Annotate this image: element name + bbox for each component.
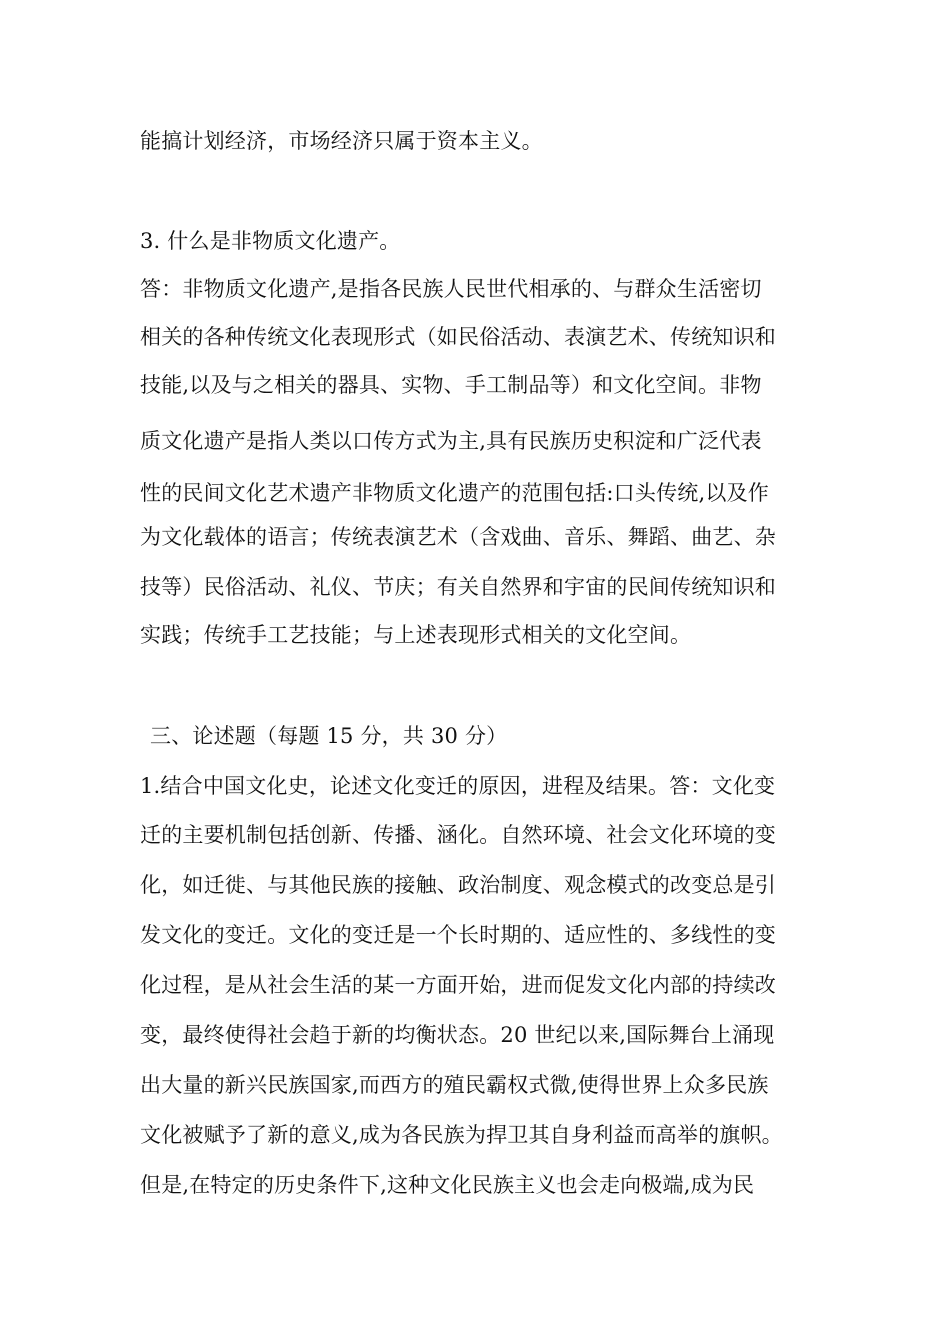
paragraph-line: 技等）民俗活动、礼仪、节庆；有关自然界和宇宙的民间传统知识和 — [140, 575, 776, 599]
paragraph-line: 化过程，是从社会生活的某一方面开始，进而促发文化内部的持续改 — [140, 973, 776, 997]
question-heading: 3. 什么是非物质文化遗产。 — [140, 229, 401, 253]
paragraph-line: 相关的各种传统文化表现形式（如民俗活动、表演艺术、传统知识和 — [140, 325, 776, 349]
paragraph-line: 为文化载体的语言；传统表演艺术（含戏曲、音乐、舞蹈、曲艺、杂 — [140, 525, 776, 549]
paragraph-line: 答：非物质文化遗产,是指各民族人民世代相承的、与群众生活密切 — [140, 277, 762, 301]
paragraph-line: 文化被赋予了新的意义,成为各民族为捍卫其自身利益而高举的旗帜。 — [140, 1123, 783, 1147]
paragraph-line: 但是,在特定的历史条件下,这种文化民族主义也会走向极端,成为民 — [140, 1173, 755, 1197]
question-heading: 1.结合中国文化史，论述文化变迁的原因，进程及结果。答：文化变 — [140, 774, 776, 798]
paragraph-line: 技能,以及与之相关的器具、实物、手工制品等）和文化空间。非物 — [140, 373, 762, 397]
section-heading: 三、论述题（每题 15 分，共 30 分） — [150, 724, 508, 748]
paragraph-line: 发文化的变迁。文化的变迁是一个长时期的、适应性的、多线性的变 — [140, 923, 776, 947]
paragraph-line: 性的民间文化艺术遗产非物质文化遗产的范围包括:口头传统,以及作 — [140, 481, 769, 505]
paragraph-line: 实践；传统手工艺技能；与上述表现形式相关的文化空间。 — [140, 623, 692, 647]
paragraph-line: 出大量的新兴民族国家,而西方的殖民霸权式微,使得世界上众多民族 — [140, 1073, 769, 1097]
paragraph-line: 迁的主要机制包括创新、传播、涵化。自然环境、社会文化环境的变 — [140, 823, 776, 847]
paragraph-line: 能搞计划经济，市场经济只属于资本主义。 — [140, 129, 543, 153]
paragraph-line: 化，如迁徙、与其他民族的接触、政治制度、观念模式的改变总是引 — [140, 873, 776, 897]
paragraph-line: 变，最终使得社会趋于新的均衡状态。20 世纪以来,国际舞台上涌现 — [140, 1023, 775, 1047]
paragraph-line: 质文化遗产是指人类以口传方式为主,具有民族历史积淀和广泛代表 — [140, 429, 762, 453]
